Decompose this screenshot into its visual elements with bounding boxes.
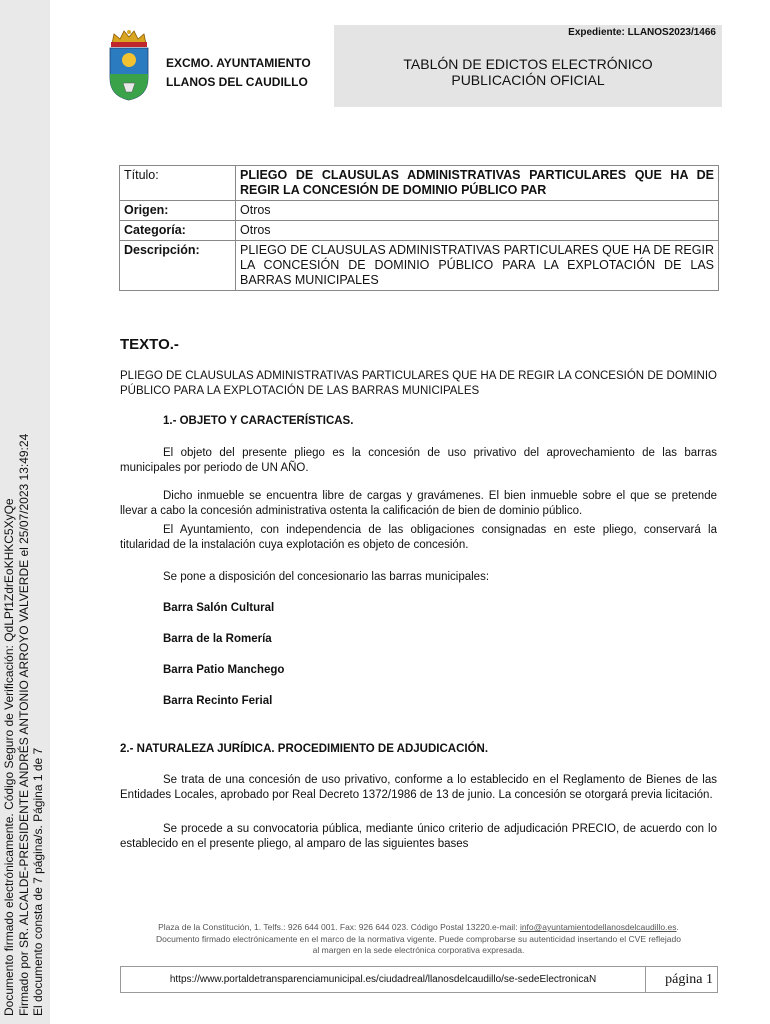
paragraph-1: El objeto del presente pliego es la concesión de uso privativo del aprovechamiento de las barras municipales por periodo de UN AÑO. — [120, 447, 717, 474]
intro-paragraph: PLIEGO DE CLAUSULAS ADMINISTRATIVAS PARTICULARES QUE HA DE REGIR LA CONCESIÓN DE DOMINIO PÚBLICO PARA LA EXPLOTACIÓN DE LAS BARRAS MUNICIPALES — [120, 370, 717, 397]
footer-bar — [120, 966, 718, 993]
page-title-line-1: TABLÓN DE EDICTOS ELECTRÓNICO — [403, 56, 653, 72]
organization-name — [166, 54, 311, 92]
footer-legal-line-1: Documento firmado electrónicamente en el marco de la normativa vigente. Puede comprobarse su autenticidad insertando el CVE reflejado — [156, 933, 681, 944]
page-number: página 1 — [665, 972, 713, 987]
page-title-line-2: PUBLICACIÓN OFICIAL — [451, 72, 605, 88]
list-item: Barra Patio Manchego — [163, 664, 285, 676]
header-panel — [334, 25, 722, 107]
descripcion-label: Descripción: — [120, 241, 236, 291]
signature-text — [2, 406, 46, 1016]
metadata-table — [119, 165, 719, 291]
titulo-value: PLIEGO DE CLAUSULAS ADMINISTRATIVAS PARTICULARES QUE HA DE REGIR LA CONCESIÓN DE DOMINIO PÚBLICO PAR — [236, 166, 719, 201]
footer-url[interactable]: https://www.portaldetransparenciamunicipal.es/ciudadreal/llanosdelcaudillo/se-sedeElectronicaN — [121, 967, 646, 992]
list-item: Barra Salón Cultural — [163, 602, 275, 614]
footer-address-text: Plaza de la Constitución, 1. Telfs.: 926 644 001. Fax: 926 644 023. Código Postal 13220.e-mail: — [158, 922, 520, 932]
table-row — [120, 166, 719, 201]
table-row — [120, 241, 719, 291]
signature-line-2: Firmado por SR. ALCALDE-PRESIDENTE ANDRÉS ANTONIO ARROYO VALVERDE el 25/07/2023 13:49:24 — [16, 433, 31, 1016]
paragraph-3: El Ayuntamiento, con independencia de las obligaciones consignadas en este pliego, conservará la titularidad de la instalación cuya explotación es objeto de concesión. — [120, 524, 717, 551]
organization-line-1: EXCMO. AYUNTAMIENTO — [166, 56, 311, 70]
origen-value: Otros — [236, 201, 719, 221]
section-1-title: 1.- OBJETO Y CARACTERÍSTICAS. — [163, 415, 354, 427]
paragraph-5: Se trata de una concesión de uso privativo, conforme a lo establecido en el Reglamento de Bienes de las Entidades Locales, aprobado por Real Decreto 1372/1986 de 13 de junio. La concesión se otorgará previa licitación. — [120, 774, 717, 801]
paragraph-4: Se pone a disposición del concesionario las barras municipales: — [163, 571, 490, 583]
categoria-value: Otros — [236, 221, 719, 241]
origen-label: Origen: — [120, 201, 236, 221]
organization-line-2: LLANOS DEL CAUDILLO — [166, 75, 308, 89]
footer-note — [120, 922, 717, 957]
page-title — [334, 56, 722, 88]
table-row — [120, 201, 719, 221]
categoria-label: Categoría: — [120, 221, 236, 241]
descripcion-value: PLIEGO DE CLAUSULAS ADMINISTRATIVAS PARTICULARES QUE HA DE REGIR LA CONCESIÓN DE DOMINIO PÚBLICO PARA LA EXPLOTACIÓN DE LAS BARRAS MUNICIPALES — [236, 241, 719, 291]
table-row — [120, 221, 719, 241]
expediente-number: Expediente: LLANOS2023/1466 — [568, 27, 716, 38]
list-item: Barra Recinto Ferial — [163, 695, 273, 707]
footer-legal-line-2: al margen en la sede electrónica corporativa expresada. — [312, 945, 525, 955]
section-2-title: 2.- NATURALEZA JURÍDICA. PROCEDIMIENTO DE ADJUDICACIÓN. — [120, 743, 489, 755]
footer-address-end: . — [676, 922, 679, 932]
paragraph-2: Dicho inmueble se encuentra libre de cargas y gravámenes. El bien inmueble sobre el que se pretende llevar a cabo la concesión administrativa ostenta la calificación de bien de dominio público. — [120, 490, 717, 517]
coat-of-arms-icon — [106, 28, 152, 102]
signature-margin — [0, 0, 50, 1024]
paragraph-6: Se procede a su convocatoria pública, mediante único criterio de adjudicación PRECIO, de acuerdo con lo establecido en el presente pliego, al amparo de las siguientes bases — [120, 823, 717, 850]
footer-address — [120, 922, 717, 934]
signature-line-3: El documento consta de 7 página/s. Página 1 de 7 — [31, 747, 45, 1016]
titulo-label: Título: — [120, 166, 236, 201]
signature-line-1: Documento firmado electrónicamente. Código Seguro de Verificación: QdLPf1ZdrEoKHKC5XyQe — [2, 498, 16, 1016]
section-heading: TEXTO.- — [120, 336, 179, 353]
email-link[interactable]: info@ayuntamientodellanosdelcaudillo.es — [519, 922, 677, 932]
list-item: Barra de la Romería — [163, 633, 272, 645]
